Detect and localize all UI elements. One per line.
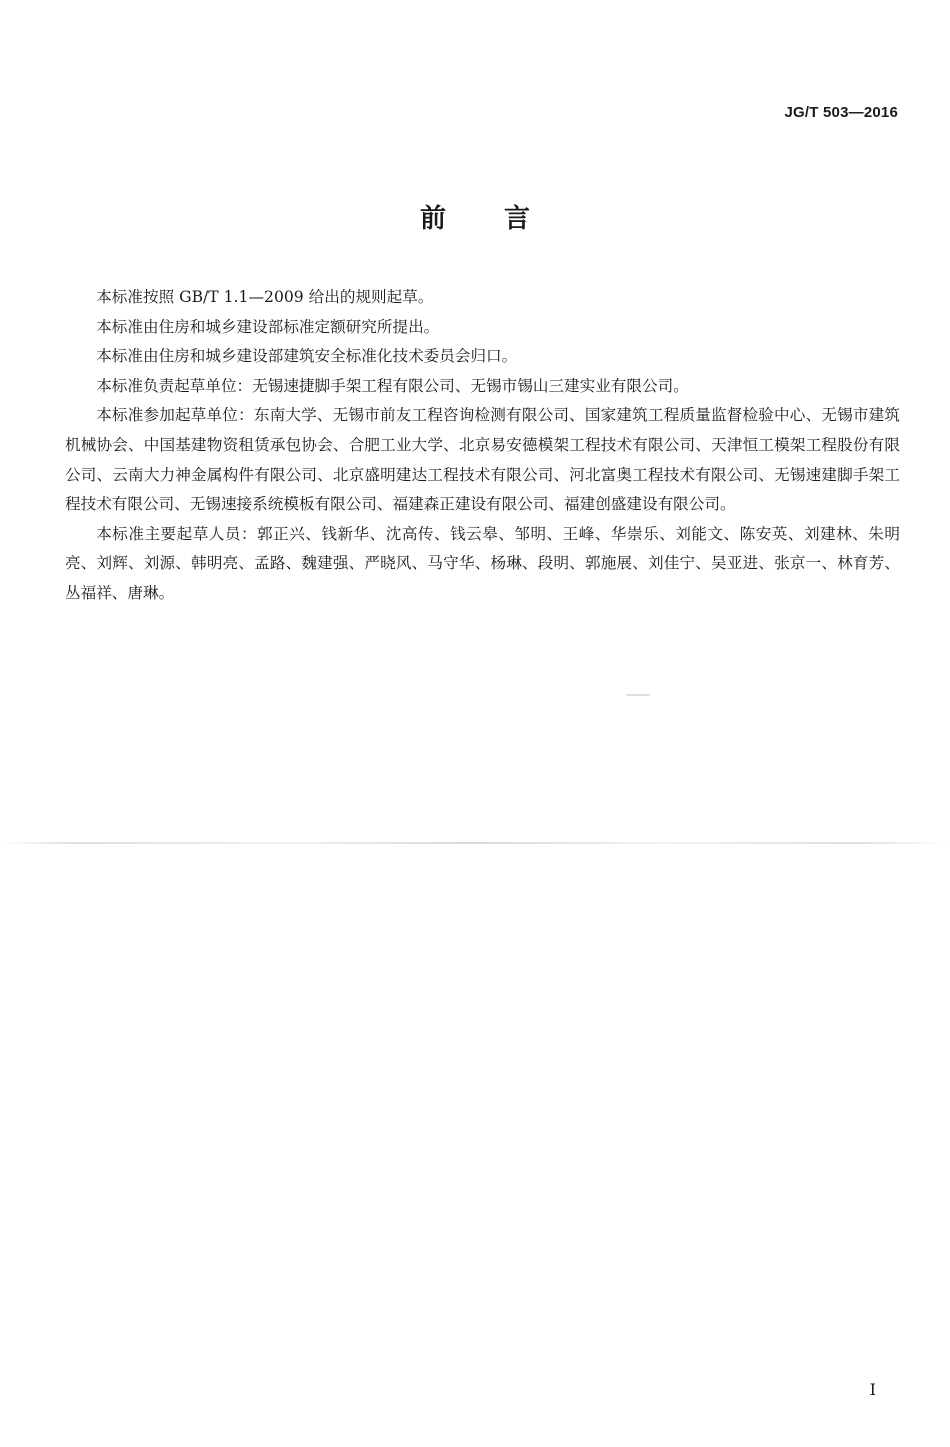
paragraph-proposed-by: 本标准由住房和城乡建设部标准定额研究所提出。 <box>96 317 440 336</box>
paragraph-drafting-rules: 本标准按照 GB/T 1.1—2009 给出的规则起草。 <box>96 288 434 306</box>
paragraph-main-drafters: 本标准主要起草人员：郭正兴、钱新华、沈高传、钱云皋、邹明、王峰、华崇乐、刘能文、陈安英、刘建林、朱明亮、刘辉、刘源、韩明亮、孟路、魏建强、严晓风、马守华、杨琳、段明、郭施展、刘佳宁、吴亚进、张京一、林育芳、丛福祥、唐琳。 <box>65 524 900 602</box>
scan-artifact-line <box>0 842 950 844</box>
body-text <box>65 283 900 609</box>
scan-artifact-mark <box>626 694 650 696</box>
paragraph-lead-drafting-units: 本标准负责起草单位：无锡速捷脚手架工程有限公司、无锡市锡山三建实业有限公司。 <box>96 376 689 395</box>
paragraph-under-jurisdiction: 本标准由住房和城乡建设部建筑安全标准化技术委员会归口。 <box>96 347 518 366</box>
page-number: I <box>869 1380 876 1399</box>
paragraph-participating-units: 本标准参加起草单位：东南大学、无锡市前友工程咨询检测有限公司、国家建筑工程质量监督检验中心、无锡市建筑机械协会、中国基建物资租赁承包协会、合肥工业大学、北京易安德模架工程技术有限公司、天津恒工模架工程股份有限公司、云南大力神金属构件有限公司、北京盛明建达工程技术有限公司、河北富奥工程技术有限公司、无锡速建脚手架工程技术有限公司、无锡速接系统模板有限公司、福建森正建设有限公司、福建创盛建设有限公司。 <box>65 406 900 514</box>
document-code: JG/T 503—2016 <box>784 104 898 121</box>
page-title: 前言 <box>419 204 588 234</box>
